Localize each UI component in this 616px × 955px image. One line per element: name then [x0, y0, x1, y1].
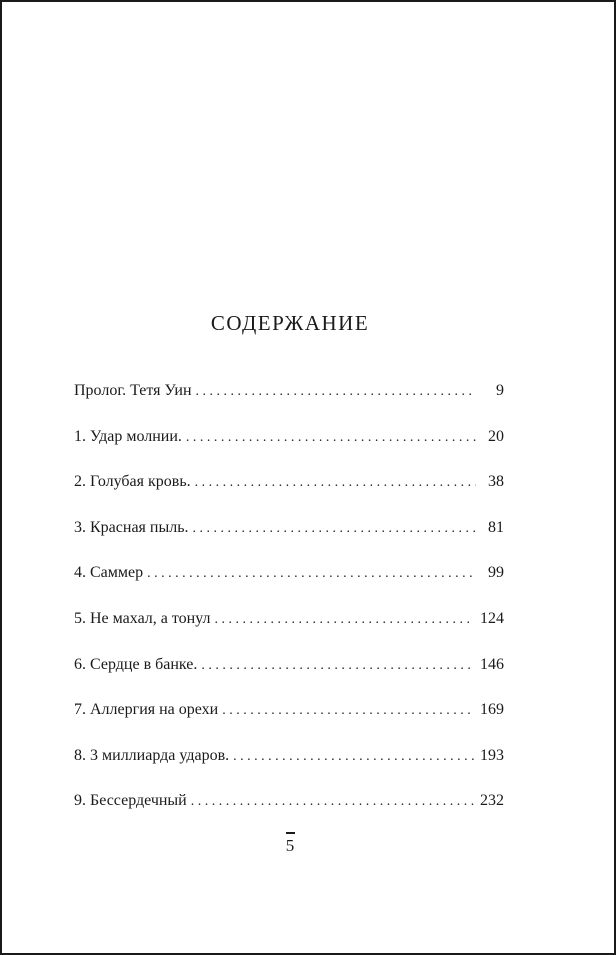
toc-entry[interactable] [74, 382, 504, 428]
toc-entry[interactable] [74, 564, 504, 610]
toc-entry-page: 124 [480, 609, 504, 627]
page-number [2, 832, 578, 856]
page-title: СОДЕРЖАНИЕ [210, 311, 370, 335]
toc-entry-page: 99 [488, 564, 504, 582]
dot-leader [196, 384, 476, 400]
dot-leader [201, 658, 474, 674]
toc-entry-page: 232 [480, 792, 504, 810]
toc-entry-label: 6. Сердце в банке. [74, 655, 198, 673]
toc-entry[interactable] [74, 519, 504, 565]
toc-entry[interactable] [74, 747, 504, 793]
dot-leader [193, 521, 477, 537]
toc-entry-page: 169 [480, 701, 504, 719]
toc-entry-label: Пролог. Тетя Уин [74, 382, 192, 399]
toc-entry-label: 7. Аллергия на орехи [74, 701, 219, 719]
toc-entry-label: 3. Красная пыль. [74, 518, 189, 536]
dot-leader [233, 749, 474, 765]
dot-leader [215, 612, 474, 628]
toc-entry-label: 1. Удар молнии. [74, 427, 182, 445]
toc-entry[interactable] [74, 656, 504, 702]
toc-entry[interactable] [74, 701, 504, 747]
toc-entry-page: 9 [496, 382, 504, 399]
dot-leader [147, 566, 476, 582]
toc-entry[interactable] [74, 610, 504, 656]
toc-entry-label: 8. 3 миллиарда ударов. [74, 746, 230, 764]
toc-entry[interactable] [74, 473, 504, 519]
dot-leader [195, 475, 476, 491]
page-number-value: 5 [285, 835, 295, 855]
toc-entry-label: 9. Бессердечный [74, 792, 187, 810]
dot-leader [222, 703, 474, 719]
toc-entry-page: 146 [480, 655, 504, 673]
dot-leader [191, 794, 474, 810]
toc-entry[interactable] [74, 428, 504, 474]
toc-entry-label: 4. Саммер [74, 564, 144, 582]
toc-entry-page: 38 [488, 473, 504, 491]
toc-entry-page: 20 [488, 427, 504, 445]
page-number-rule [286, 832, 295, 834]
toc-entry-label: 5. Не махал, а тонул [74, 609, 211, 627]
toc-entry-page: 81 [488, 518, 504, 536]
toc-entry-label: 2. Голубая кровь. [74, 473, 191, 491]
dot-leader [186, 430, 476, 446]
toc-entry-page: 193 [480, 746, 504, 764]
table-of-contents [74, 382, 504, 838]
